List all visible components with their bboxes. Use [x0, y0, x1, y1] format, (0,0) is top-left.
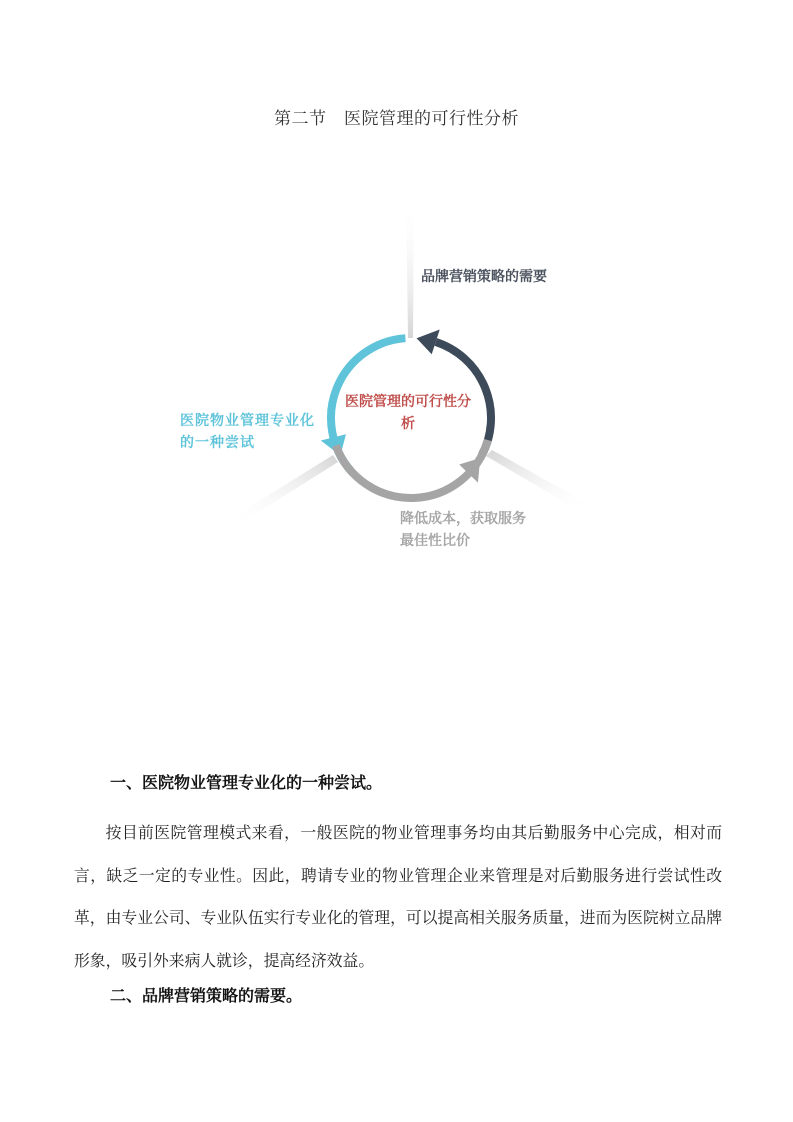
shadow-spoke-top — [406, 200, 414, 338]
shadow-spoke-left — [232, 455, 338, 525]
page-title: 第二节 医院管理的可行性分析 — [274, 109, 519, 129]
diagram-center-label: 医院管理的可行性分析 — [345, 394, 471, 432]
shadow-spoke-right — [486, 450, 590, 512]
label-brand-marketing: 品牌营销策略的需要 — [421, 269, 547, 285]
label-cost-reduction: 降低成本，获取服务最佳性比价 — [400, 511, 526, 549]
section-heading-1: 一、医院物业管理专业化的一种尝试。 — [110, 773, 383, 792]
body-paragraph: 按目前医院管理模式来看，一般医院的物业管理事务均由其后勤服务中心完成，相对而言，缺乏一定的专业性。因此，聘请专业的物业管理企业来管理是对后勤服务进行尝试性改革，由专业公司、专业队伍实行专业化的管理，可以提高相关服务质量，进而为医院树立品牌形象，吸引外来病人就诊，提高经济效益。 — [74, 823, 722, 970]
label-property-management: 医院物业管理专业化的一种尝试 — [180, 413, 315, 451]
section-heading-2: 二、品牌营销策略的需要。 — [110, 986, 303, 1005]
